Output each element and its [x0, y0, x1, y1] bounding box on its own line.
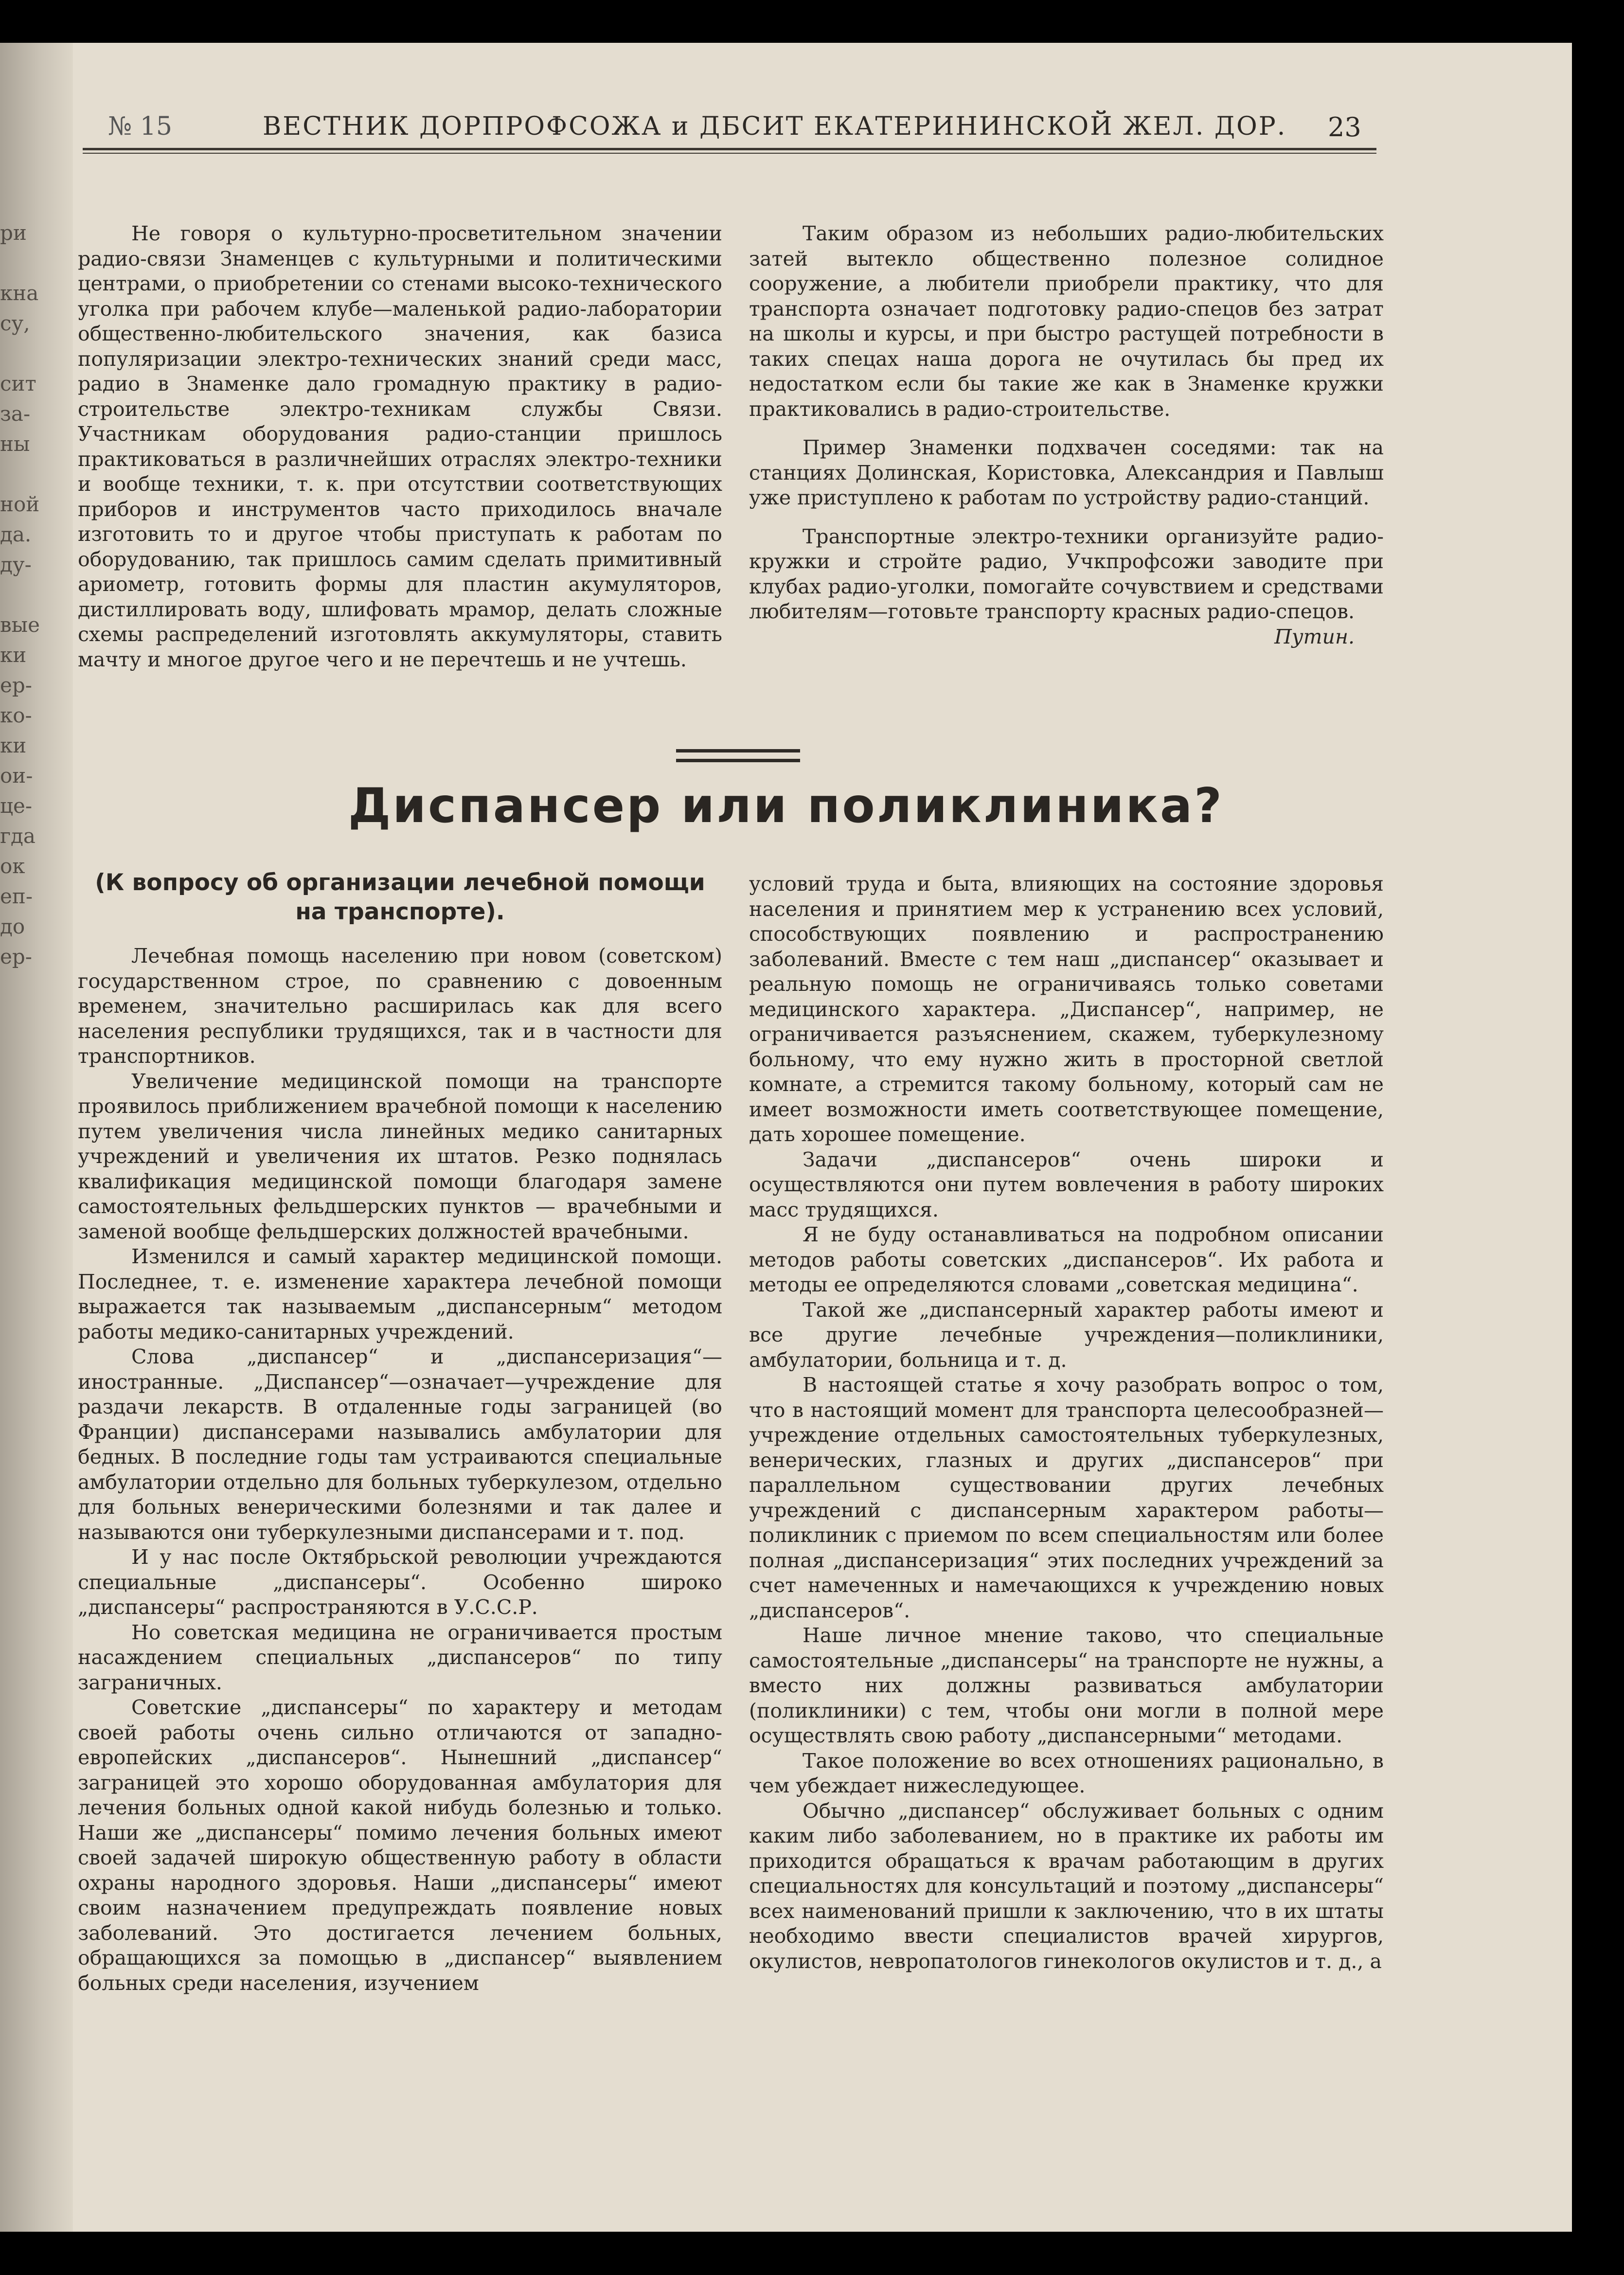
edge-line: ной	[0, 492, 40, 516]
paragraph: Изменился и самый характер медицинской помощи. Последнее, т. е. изменение характера лечебной помощи выражается так называемым „диспансерным“ методом работы медико-санитарных учреждений.	[78, 1245, 722, 1344]
paragraph: Такое положение во всех отношениях рационально, в чем убеждает нижеследующее.	[749, 1749, 1384, 1797]
paragraph: Задачи „диспансеров“ очень широки и осуществляются они путем вовлечения в работу широких масс трудящихся.	[749, 1147, 1384, 1221]
edge-line	[0, 459, 28, 489]
edge-line: да.	[0, 522, 32, 546]
article-headline: Диспансер или поликлиника?	[348, 778, 1224, 834]
paragraph: Советские „диспансеры“ по характеру и методам своей работы очень сильно отличаются от западно-европейских „диспансеров“. Нынешний „диспансер“ заграницей это хорошо оборудованная амбулатория для лечения больных одной какой нибудь болезнью и только. Наши же „диспансеры“ помимо лечения больных имеют своей задачей широкую общественную работу в области охраны народного здоровья. Наши „диспансеры“ имеют своим назначением предупреждать появление новых заболеваний. Это достигается лечением больных, обращающихся за помощью в „диспансер“ выявлением больных среди населения, изучением	[78, 1696, 722, 1995]
main-article-column-2	[749, 872, 1384, 1974]
edge-line: ки	[0, 643, 27, 667]
publication-title: ВЕСТНИК ДОРПРОФСОЖА и ДБСИТ ЕКАТЕРИНИНСКОЙ ЖЕЛ. ДОР.	[263, 112, 1287, 141]
edge-line: еп-	[0, 884, 33, 908]
edge-line: ны	[0, 432, 30, 456]
edge-line: ри	[0, 221, 27, 245]
section-divider	[676, 759, 800, 762]
section-divider	[676, 749, 800, 752]
edge-line	[0, 580, 28, 610]
edge-line: ер-	[0, 945, 32, 968]
paragraph: Но советская медицина не ограничивается простым насаждением специальных „диспансеров“ по типу заграничных.	[78, 1620, 722, 1694]
paragraph: Слова „диспансер“ и „диспансеризация“—иностранные. „Диспансер“—означает—учреждение для раздачи лекарств. В отдаленные годы заграницей (во Франции) диспансерами назывались амбулатории для бедных. В последние годы там устраиваются специальные амбулатории отдельно для больных туберкулезом, отдельно для больных венерическими болезнями и так далее и называются они туберкулезными диспансерами и т. под.	[78, 1345, 722, 1544]
header-rule-thin	[83, 153, 1376, 154]
paragraph: Такой же „диспансерный характер работы имеют и все другие лечебные учреждения—поликлиники, амбулатории, больница и т. д.	[749, 1298, 1384, 1372]
paragraph: Таким образом из небольших радио-любительских затей вытекло общественно полезное солидное сооружение, а любители приобрели практику, что для транспорта означает подготовку радио-спецов без затрат на школы и курсы, и при быстро растущей потребности в таких спецах наша дорога не очутилась бы пред их недостатком если бы такие же как в Знаменке кружки практиковались в радио-строительстве.	[749, 222, 1384, 421]
paragraph: В настоящей статье я хочу разобрать вопрос о том, что в настоящий момент для транспорта целесообразней—учреждение отдельных самостоятельных туберкулезных, венерических, глазных и других „диспансеров“ при параллельном существовании других лечебных учреждений с диспансерным характером работы—поликлиник с приемом по всем специальностям или более полная „диспансеризация“ этих последних учреждений за счет намеченных и намечающихся к учреждению новых „диспансеров“.	[749, 1373, 1384, 1622]
edge-line: ки	[0, 734, 27, 757]
paragraph: Лечебная помощь населению при новом (советском) государственном строе, по сравнению с довоенным временем, значительно расширилась как для всего населения республики трудящихся, так и в частности для транспортников.	[78, 944, 722, 1068]
paragraph: Транспортные электро-техники организуйте радио-кружки и стройте радио, Учкпрофсожи заводите при клубах радио-уголки, помогайте сочувствием и средствами любителям—готовьте транспорту красных радио-спецов.	[749, 524, 1384, 623]
paragraph: Увеличение медицинской помощи на транспорте проявилось приближением врачебной помощи к населению путем увеличения числа линейных медико санитарных учреждений и увеличения их штатов. Резко поднялась квалификация медицинской помощи благодаря замене самостоятельных фельдшерских пунктов — врачебными и заменой вообще фельдшерских должностей врачебными.	[78, 1069, 722, 1243]
article-subtitle: (К вопросу об организации лечебной помощи на транспорте).	[95, 869, 705, 925]
paragraph: условий труда и быта, влияющих на состояние здоровья населения и принятием мер к устранению всех условий, способствующих появлению и распространению заболеваний. Вместе с тем наш „диспансер“ оказывает и реальную помощь не ограничиваясь только советами медицинского характера. „Диспансер“, например, не ограничивается разъяснением, скажем, туберкулезному больному, что ему нужно жить в просторной светлой комнате, а стремится такому больному, который сам не имеет возможности иметь соответствующее помещение, дать хорошее помещение.	[749, 872, 1384, 1146]
edge-line: ер-	[0, 673, 32, 697]
adjacent-page-edge-text	[0, 218, 40, 972]
edge-line: кна	[0, 281, 39, 305]
edge-line: за-	[0, 402, 31, 426]
edge-line: гда	[0, 824, 36, 848]
edge-line: до	[0, 914, 25, 938]
paragraph: И у нас после Октябрьской революции учреждаются специальные „диспансеры“. Особенно широко „диспансеры“ распространяются в У.С.С.Р.	[78, 1545, 722, 1619]
author-signature: Путин.	[1274, 625, 1355, 648]
edge-line	[0, 339, 28, 369]
paragraph: Я не буду останавливаться на подробном описании методов работы советских „диспансеров“. Их работа и методы ее определяются словами „советская медицина“.	[749, 1223, 1384, 1296]
main-article-column-1	[78, 944, 722, 1996]
edge-line: ду-	[0, 553, 32, 576]
paragraph: Не говоря о культурно-просветительном значении радио-связи Знаменцев с культурными и политическими центрами, о приобретении со стенами высоко-технического уголка при рабочем клубе—маленькой радио-лаборатории общественно-любительского значения, как базиса популяризации электро-технических знаний среди масс, радио в Знаменке дало громадную практику в радио-строительстве электро-техникам службы Связи. Участникам оборудования радио-станции пришлось практиковаться в различнейших отраслях электро-техники и вообще техники, т. к. при отсутствии соответствующих приборов и инструментов часто приходилось вначале изготовить то и другое чтобы приступать к работам по оборудованию, так пришлось самим сделать примитивный ариометр, готовить формы для пластин акумуляторов, дистиллировать воду, шлифовать мрамор, делать сложные схемы распределений изготовлять аккумуляторы, ставить мачту и многое другое чего и не перечтешь и не учтешь.	[78, 222, 722, 671]
paragraph: Наше личное мнение таково, что специальные самостоятельные „диспансеры“ на транспорте не нужны, а вместо них должны развиваться амбулатории (поликлиники) с тем, чтобы они могли в полной мере осуществлять свою работу „диспансерными“ методами.	[749, 1624, 1384, 1747]
edge-line	[0, 248, 28, 278]
edge-line: ко-	[0, 703, 32, 727]
issue-number: № 15	[108, 112, 172, 141]
edge-line: ои-	[0, 764, 33, 788]
radio-article-column-1	[78, 221, 722, 672]
page-number: 23	[1328, 112, 1361, 143]
edge-line: це-	[0, 794, 33, 818]
radio-article-column-2	[749, 221, 1384, 649]
page-header	[83, 112, 1376, 156]
edge-line: ок	[0, 854, 25, 878]
edge-line: су,	[0, 311, 30, 335]
paragraph: Обычно „диспансер“ обслуживает больных с одним каким либо заболеванием, но в практике их работы им приходится обращаться к врачам работающим в других специальностях для консультаций и поэтому „диспансеры“ всех наименований пришли к заключению, что в их штаты необходимо ввести специалистов врачей хирургов, окулистов, невропатологов гинекологов окулистов и т. д., а	[749, 1799, 1384, 1973]
edge-line: вые	[0, 613, 40, 637]
header-rule	[83, 148, 1376, 150]
edge-line: сит	[0, 372, 36, 395]
paragraph: Пример Знаменки подхвачен соседями: так на станциях Долинская, Користовка, Александрия и Павлыш уже приступлено к работам по устройству радио-станций.	[749, 436, 1384, 509]
